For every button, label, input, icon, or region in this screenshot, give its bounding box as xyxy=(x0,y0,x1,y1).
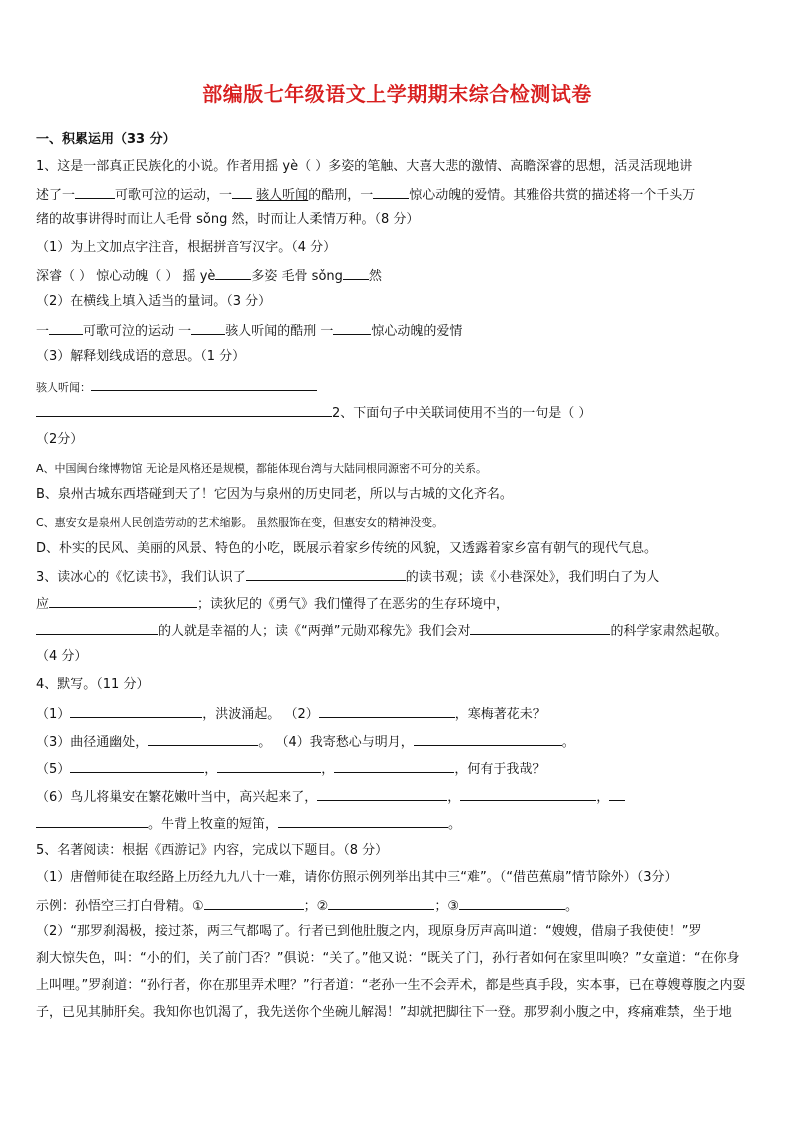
q4-row-4 xyxy=(36,788,766,806)
q5-example xyxy=(36,897,766,915)
q4-text: （2） xyxy=(284,707,319,722)
blank[interactable] xyxy=(49,595,197,608)
q4-text: ，何有于我哉？ xyxy=(454,762,546,777)
blank[interactable] xyxy=(217,760,321,773)
q1-item: 毛骨 sǒng xyxy=(281,269,343,284)
q5-passage-line-1: （2）“那罗刹渴极，接过茶，两三气都喝了。行者已到他肚腹之内，现原身厉声高叫道：“嫂嫂，借扇子我使使！”罗 xyxy=(36,924,702,939)
q1-item: 然 xyxy=(368,269,382,284)
q4-text: ，寒梅著花未？ xyxy=(454,707,546,722)
blank[interactable] xyxy=(191,322,225,335)
q1-line-1: 1、这是一部真正民族化的小说。作者用摇 yè（ ）多姿的笔触、大喜大悲的激情、高瞻深睿的思想，活灵活现地讲 xyxy=(36,159,693,174)
q3-line-3 xyxy=(36,622,766,640)
underlined-idiom: 骇人听闻 xyxy=(256,188,309,203)
q3-text: 的科学家肃然起敬。 xyxy=(610,624,728,639)
q4-text: 。 xyxy=(448,817,462,832)
blank[interactable] xyxy=(246,568,406,581)
q2-option-c: C、惠安女是泉州人民创造劳动的艺术缩影。 虽然服饰在变，但惠安女的精神没变。 xyxy=(36,516,444,529)
q3-text: 的人就是幸福的人；读《“两弹”元勋邓稼先》我们会对 xyxy=(158,624,471,639)
blank[interactable] xyxy=(343,267,369,280)
blank[interactable] xyxy=(36,622,158,635)
blank[interactable] xyxy=(232,186,252,199)
q1-item: 一 xyxy=(36,324,50,339)
q5-title: 5、名著阅读：根据《西游记》内容，完成以下题目。（8 分） xyxy=(36,843,389,858)
q2-line xyxy=(36,404,766,422)
q3-score: （4 分） xyxy=(36,649,88,664)
q3-text: 3、读冰心的《忆读书》，我们认识了 xyxy=(36,570,246,585)
q1-part-3: （3）解释划线成语的意思。（1 分） xyxy=(36,349,246,364)
q1-item: 惊心动魄的爱情 xyxy=(371,324,463,339)
q3-text: ；读狄尼的《勇气》我们懂得了在恶劣的生存环境中， xyxy=(197,597,510,612)
q1-text: 的酷刑，一 xyxy=(308,188,374,203)
q4-text: 。 xyxy=(561,735,575,750)
section-heading: 一、积累运用（33 分） xyxy=(36,132,176,147)
blank[interactable] xyxy=(278,815,448,828)
blank[interactable] xyxy=(70,760,204,773)
blank[interactable] xyxy=(414,733,562,746)
blank[interactable] xyxy=(36,815,148,828)
q1-item: 一 xyxy=(178,324,192,339)
q4-text: （1） xyxy=(36,707,71,722)
blank[interactable] xyxy=(204,897,304,910)
q4-text: ， xyxy=(596,790,610,805)
q1-item: 摇 yè xyxy=(182,269,216,284)
blank[interactable] xyxy=(459,897,565,910)
blank[interactable] xyxy=(215,267,251,280)
q3-line-1 xyxy=(36,568,766,586)
q1-item: 可歌可泣的运动 xyxy=(83,324,175,339)
q4-row-5 xyxy=(36,815,766,833)
blank[interactable] xyxy=(319,705,455,718)
q1-item: 骇人听闻： xyxy=(36,381,91,394)
q5-passage-line-2: 刹大惊失色，叫：“小的们，关了前门否？”俱说：“关了。”他又说：“既关了门，孙行者如何在家里叫唤？”女童道：“在你身 xyxy=(36,951,740,966)
q1-line-3: 绪的故事讲得时而让人毛骨 sǒng 然，时而让人柔情万种。（8 分） xyxy=(36,212,420,227)
q5-part-1: （1）唐僧师徒在取经路上历经九九八十一难，请你仿照示例列举出其中三“难”。（“借芭蕉扇”情节除外）（3分） xyxy=(36,870,678,885)
q4-text: （5） xyxy=(36,762,71,777)
q1-item: 骇人听闻的酷刑 xyxy=(225,324,317,339)
blank[interactable] xyxy=(49,322,83,335)
q4-row-1 xyxy=(36,705,766,723)
q2-option-b: B、泉州古城东西塔碰到天了！它因为与泉州的历史同老，所以与古城的文化齐名。 xyxy=(36,487,513,502)
blank[interactable] xyxy=(373,186,409,199)
q1-item: 多姿 xyxy=(251,269,278,284)
blank[interactable] xyxy=(70,705,202,718)
q1-item: 一 xyxy=(320,324,334,339)
q3-text: 的读书观；读《小巷深处》，我们明白了为人 xyxy=(405,570,660,585)
q2-text: 2、下面句子中关联词使用不当的一句是（ ） xyxy=(332,406,592,421)
q1-line-2 xyxy=(36,186,766,204)
q1-item: 惊心动魄（ ） xyxy=(96,269,179,284)
blank[interactable] xyxy=(36,404,332,417)
q3-text: 应 xyxy=(36,597,50,612)
blank[interactable] xyxy=(470,622,610,635)
q4-text: 。牛背上牧童的短笛， xyxy=(148,817,279,832)
q4-text: （4）我寄愁心与明月， xyxy=(275,735,414,750)
blank[interactable] xyxy=(75,186,115,199)
q1-part-1: （1）为上文加点字注音，根据拼音写汉字。（4 分） xyxy=(36,240,337,255)
q3-line-2 xyxy=(36,595,766,613)
q4-text: ， xyxy=(447,790,461,805)
blank[interactable] xyxy=(460,788,596,801)
q2-score: （2分） xyxy=(36,432,84,447)
q1-text: 述了一 xyxy=(36,188,76,203)
q5-passage-line-3: 上叫哩。”罗刹道：“孙行者，你在那里弄术哩？”行者道：“老孙一生不会弄术，都是些真手段，实本事，已在尊嫂尊腹之内耍 xyxy=(36,978,746,993)
q1-part-2-answers xyxy=(36,322,766,340)
q1-item: 深睿（ ） xyxy=(36,269,93,284)
q2-option-d: D、朴实的民风、美丽的风景、特色的小吃，既展示着家乡传统的风貌，又透露着家乡富有朝气的现代气息。 xyxy=(36,541,658,556)
q4-text: ， xyxy=(204,762,218,777)
q4-text: 。 xyxy=(258,735,272,750)
q4-row-2 xyxy=(36,733,766,751)
blank[interactable] xyxy=(333,322,371,335)
q1-part-1-answers xyxy=(36,267,766,285)
q4-text: ， xyxy=(321,762,335,777)
blank[interactable] xyxy=(91,378,317,391)
q5-text: 示例：孙悟空三打白骨精。① xyxy=(36,899,204,914)
exam-title: 部编版七年级语文上学期期末综合检测试卷 xyxy=(202,82,592,106)
q4-text: （6）鸟儿将巢安在繁花嫩叶当中，高兴起来了， xyxy=(36,790,318,805)
q1-part-2: （2）在横线上填入适当的量词。（3 分） xyxy=(36,294,272,309)
q4-title: 4、默写。（11 分） xyxy=(36,677,150,692)
blank[interactable] xyxy=(328,897,434,910)
blank[interactable] xyxy=(317,788,447,801)
blank[interactable] xyxy=(148,733,258,746)
q5-text: ；③ xyxy=(434,899,459,914)
blank[interactable] xyxy=(609,788,625,801)
q5-passage-line-4: 子，已见其肺肝矣。我知你也饥渴了，我先送你个坐碗儿解渴！”却就把脚往下一登。那罗刹小腹之中，疼痛难禁，坐于地 xyxy=(36,1005,732,1020)
q2-option-a: A、中国闽台缘博物馆 无论是风格还是规模，都能体现台湾与大陆同根同源密不可分的关系。 xyxy=(36,462,488,475)
q4-text: ，洪波涌起。 xyxy=(202,707,281,722)
q5-text: 。 xyxy=(564,899,578,914)
q1-text: 可歌可泣的运动，一 xyxy=(115,188,233,203)
q1-part-3-answer xyxy=(36,378,766,396)
q1-text: 惊心动魄的爱情。其雅俗共赏的描述将一个千头万 xyxy=(409,188,696,203)
blank[interactable] xyxy=(334,760,454,773)
q5-text: ；② xyxy=(303,899,329,914)
q4-text: （3）曲径通幽处， xyxy=(36,735,149,750)
q4-row-3 xyxy=(36,760,766,778)
